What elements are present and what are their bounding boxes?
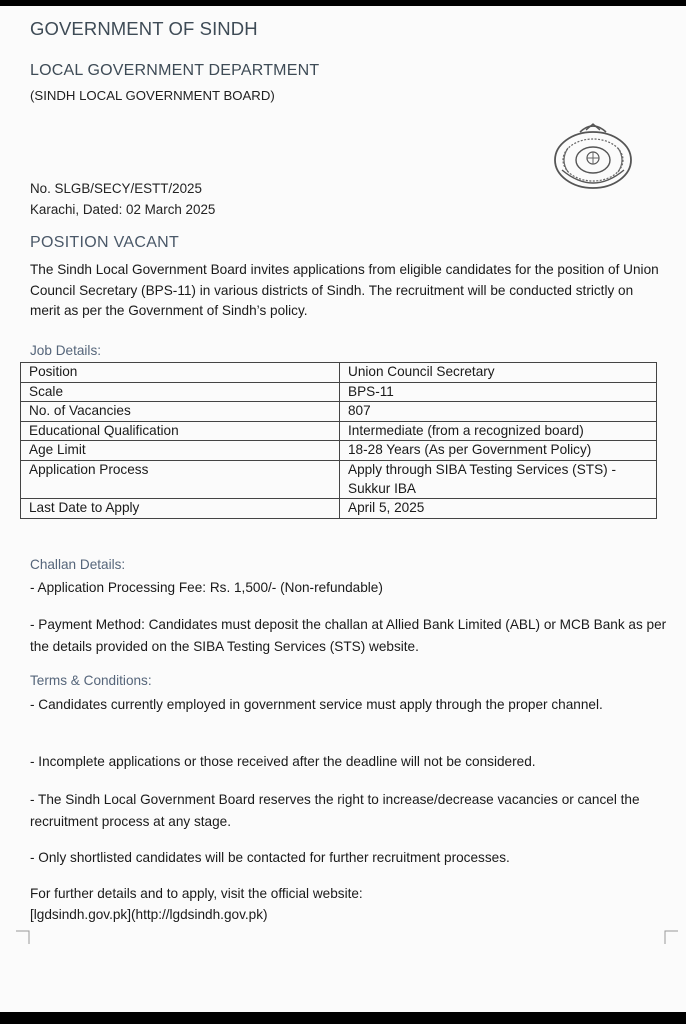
table-row [21,402,657,422]
sindh-government-emblem-icon [550,118,636,192]
table-cell-label: Position [21,363,340,383]
table-cell-value: BPS-11 [340,382,657,402]
crop-mark-icon [664,930,678,944]
position-vacant-title: POSITION VACANT [30,234,180,251]
table-cell-value: Union Council Secretary [340,363,657,383]
reference-block [30,178,215,220]
government-heading: GOVERNMENT OF SINDH [30,18,258,39]
job-details-table [20,362,657,519]
reference-date: Karachi, Dated: 02 March 2025 [30,202,216,217]
crop-mark-icon [16,930,30,944]
table-cell-value: 18-28 Years (As per Government Policy) [340,441,657,461]
table-row [21,441,657,461]
terms-item: - Only shortlisted candidates will be contacted for further recruitment processes. [30,850,510,865]
department-heading: LOCAL GOVERNMENT DEPARTMENT [30,62,320,79]
table-row [21,363,657,383]
table-cell-value: April 5, 2025 [340,499,657,519]
table-cell-value: Intermediate (from a recognized board) [340,421,657,441]
footer-text: For further details and to apply, visit the official website: [30,886,363,901]
challan-payment: - Payment Method: Candidates must deposit the challan at Allied Bank Limited (ABL) or MCB Bank as per the details provided on the SIBA Testing Services (STS) website. [30,617,667,654]
table-cell-label: Last Date to Apply [21,499,340,519]
terms-item: - Candidates currently employed in government service must apply through the proper channel. [30,697,603,712]
notice-page [0,6,686,1012]
table-cell-label: Age Limit [21,441,340,461]
board-heading: (SINDH LOCAL GOVERNMENT BOARD) [30,88,275,103]
table-row [21,460,657,498]
table-row [21,499,657,519]
intro-paragraph: The Sindh Local Government Board invites applications from eligible candidates for the position of Union Council Secretary (BPS-11) in various districts of Sindh. The recruitment will be conducted strictly on merit as per the Government of Sindh’s policy. [30,262,659,319]
table-cell-value: Apply through SIBA Testing Services (STS) - Sukkur IBA [340,460,657,498]
table-row [21,421,657,441]
job-details-title: Job Details: [30,343,102,358]
table-cell-value: 807 [340,402,657,422]
table-cell-label: Scale [21,382,340,402]
challan-fee: - Application Processing Fee: Rs. 1,500/- (Non-refundable) [30,580,383,595]
terms-item: - The Sindh Local Government Board reserves the right to increase/decrease vacancies or cancel the recruitment process at any stage. [30,792,640,829]
reference-number: No. SLGB/SECY/ESTT/2025 [30,181,202,196]
challan-details-title: Challan Details: [30,557,126,572]
table-cell-label: Application Process [21,460,340,498]
table-cell-label: No. of Vacancies [21,402,340,422]
terms-title: Terms & Conditions: [30,673,152,688]
website-link[interactable]: [lgdsindh.gov.pk](http://lgdsindh.gov.pk) [30,907,268,922]
table-row [21,382,657,402]
bottom-black-bar [0,1012,686,1024]
table-cell-label: Educational Qualification [21,421,340,441]
terms-item: - Incomplete applications or those received after the deadline will not be considered. [30,754,536,769]
